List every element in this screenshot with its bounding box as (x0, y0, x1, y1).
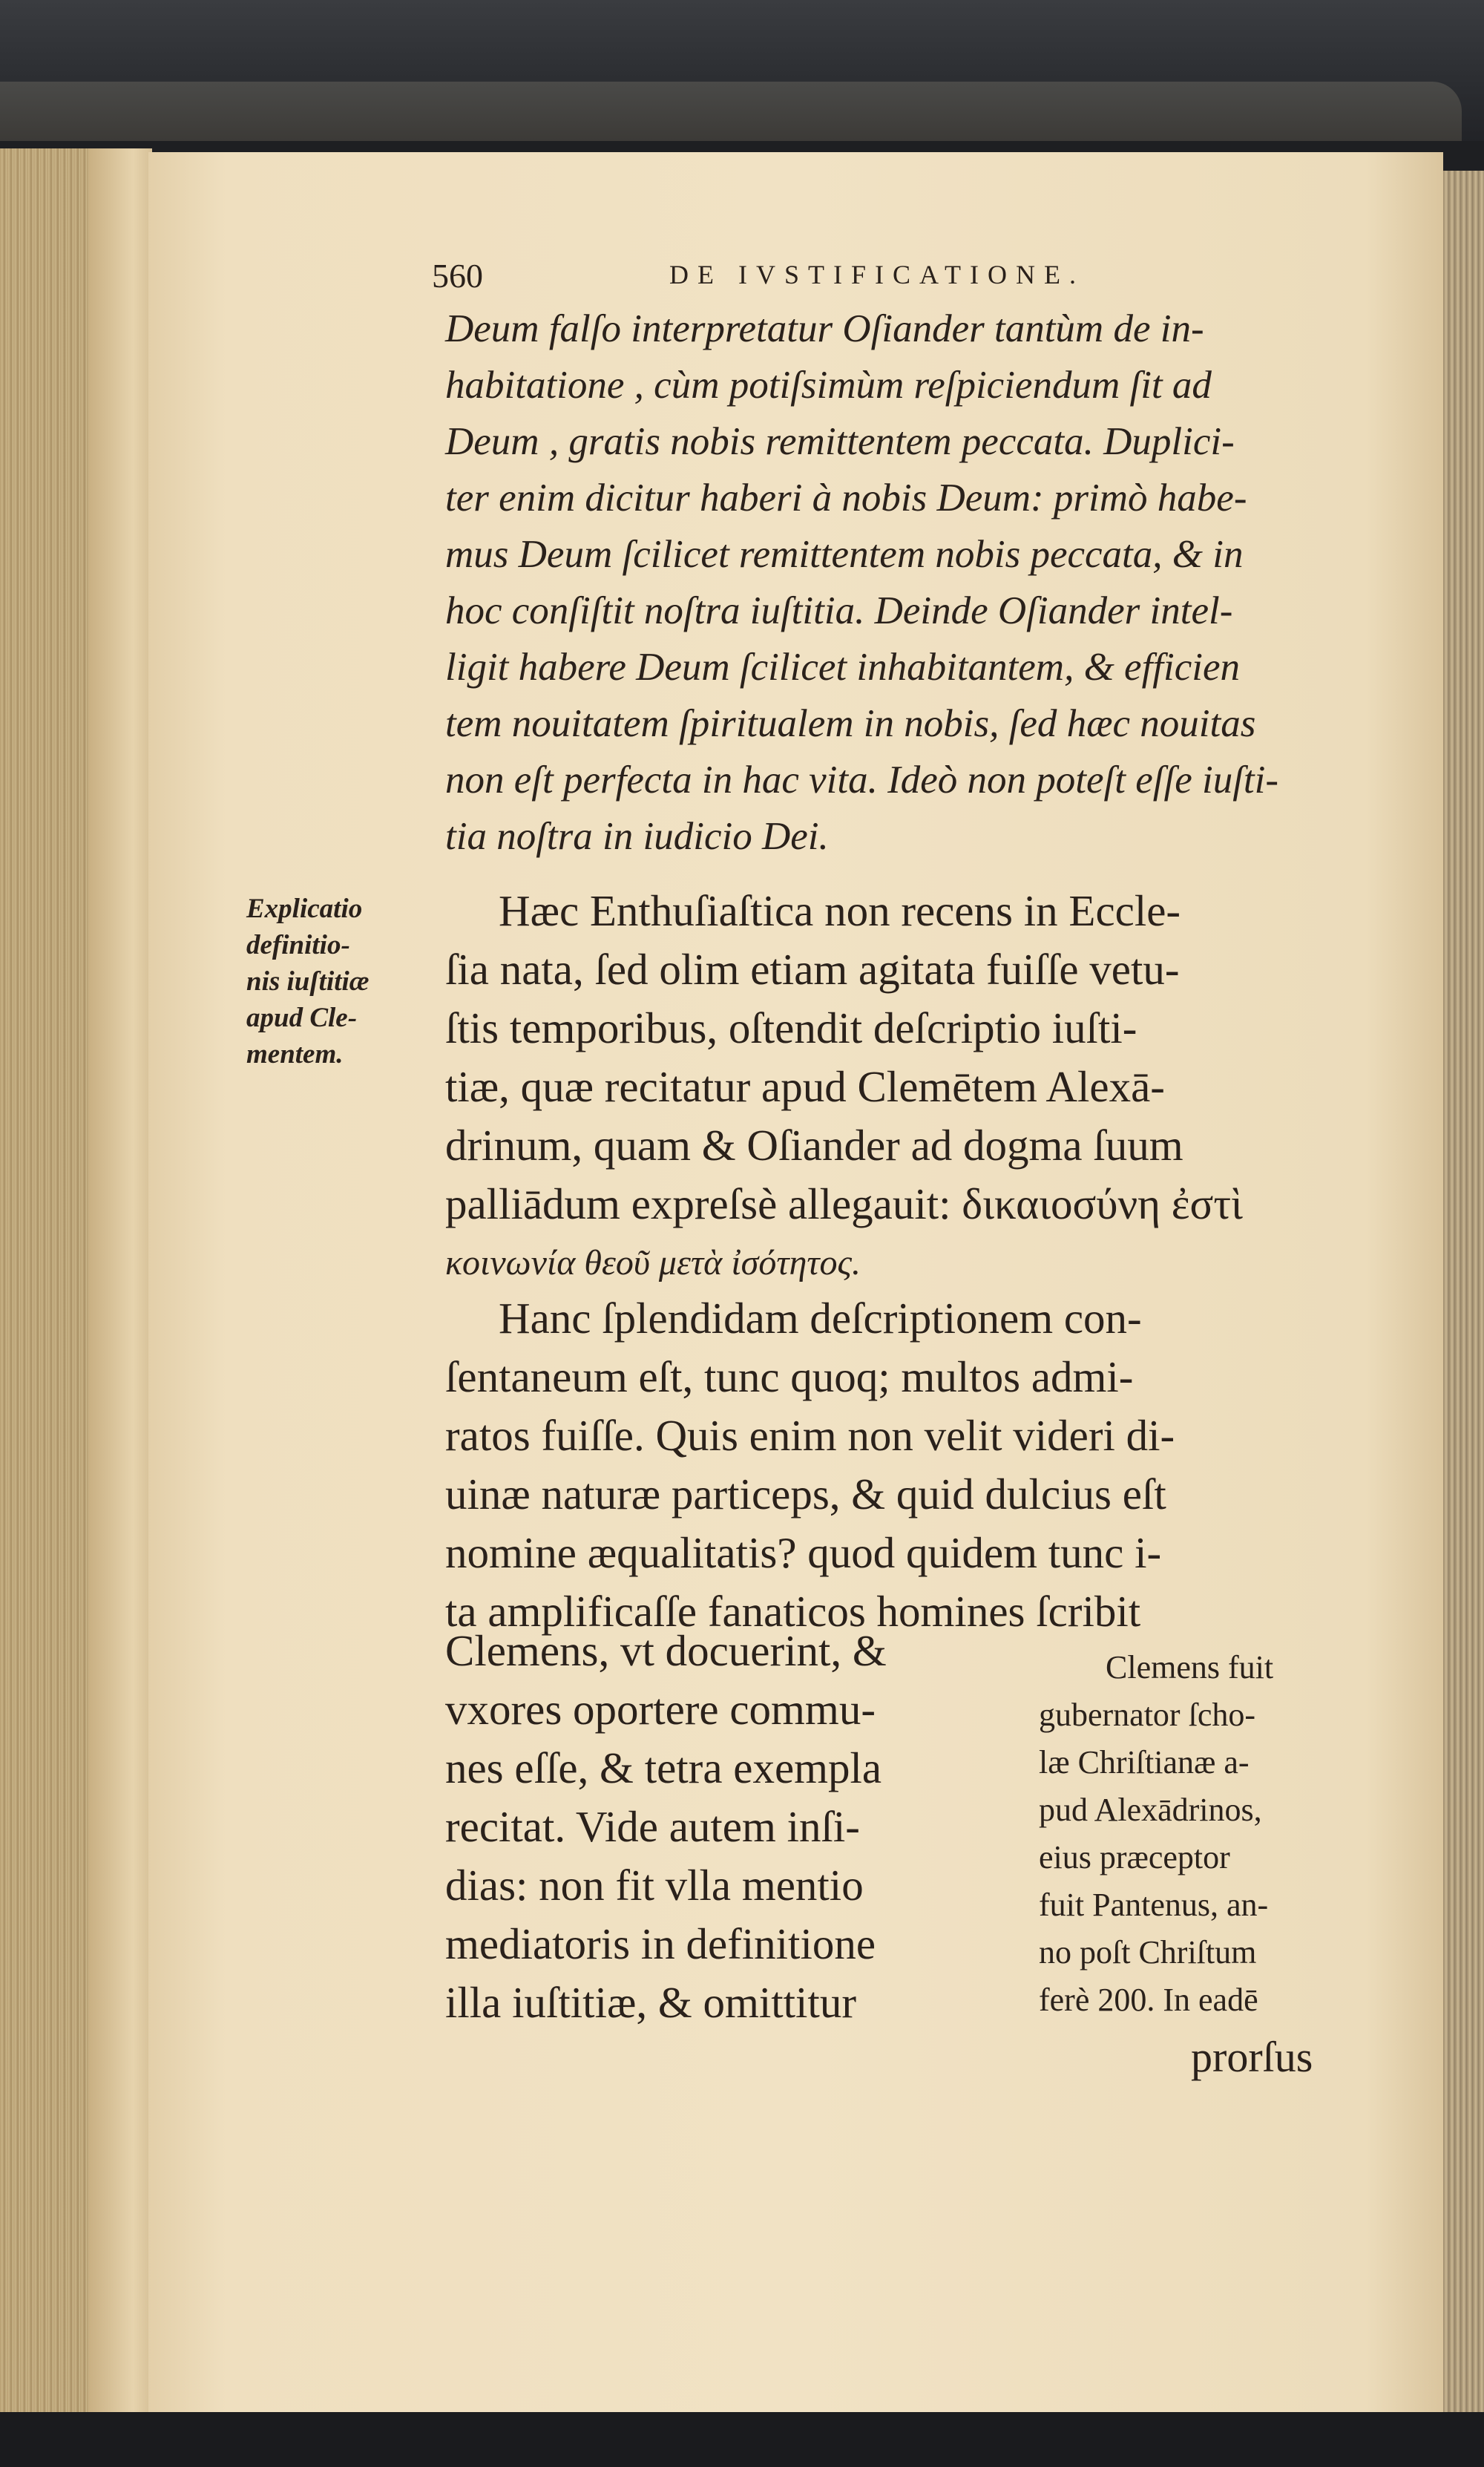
page-number: 560 (432, 257, 483, 295)
text-line: illa iuſtitiæ, & omittitur (445, 1978, 856, 2027)
note-line: no poſt Chriſtum (1039, 1934, 1257, 1970)
margin-line: nis iuſtitiæ (246, 966, 370, 997)
text-line: ter enim dicitur haberi à nobis Deum: primò habe- (445, 476, 1247, 520)
text-line: mus Deum ſcilicet remittentem nobis peccata, & in (445, 533, 1244, 576)
paragraph-enthusiastica (445, 882, 1365, 1292)
catchword: prorſus (1191, 2033, 1313, 2081)
note-line: gubernator ſcho- (1039, 1697, 1255, 1733)
note-line: Clemens fuit (1106, 1649, 1274, 1685)
margin-line: definitio- (246, 930, 350, 960)
text-line: nomine æqualitatis? quod quidem tunc i- (445, 1528, 1162, 1577)
text-line: Deum , gratis nobis remittentem peccata. Duplici- (445, 420, 1235, 463)
text-line: ta amplificaſſe fanaticos homines ſcribit (445, 1587, 1141, 1636)
paragraph-splendidam (445, 1289, 1365, 1641)
main-text-column (445, 1622, 1009, 2032)
bottom-background (0, 2412, 1484, 2467)
book-cover-edge (0, 82, 1462, 141)
text-line: Hæc Enthuſiaſtica non recens in Eccle- (499, 886, 1181, 935)
text-line: Hanc ſplendidam deſcriptionem con- (499, 1294, 1142, 1343)
text-line: mediatoris in definitione (445, 1919, 876, 1968)
note-line: ferè 200. In eadē (1039, 1982, 1258, 2018)
note-line: pud Alexādrinos, (1039, 1792, 1262, 1828)
text-line: Clemens, vt docuerint, & (445, 1626, 887, 1675)
text-line: ſentaneum eſt, tunc quoq; multos admi- (445, 1352, 1134, 1401)
text-line: nes eſſe, & tetra exempla (445, 1743, 882, 1792)
text-line: tem nouitatem ſpiritualem in nobis, ſed hæc nouitas (445, 702, 1256, 745)
margin-line: mentem. (246, 1039, 344, 1069)
text-line: palliādum expreſsè allegauit: δικαιοσύνη ἐστὶ (445, 1179, 1243, 1228)
text-line: hoc conſiſtit noſtra iuſtitia. Deinde Oſiander intel- (445, 589, 1233, 632)
text-line: ratos fuiſſe. Quis enim non velit videri di- (445, 1411, 1175, 1460)
note-line: læ Chriſtianæ a- (1039, 1744, 1250, 1780)
page-stack-right (1443, 171, 1484, 2434)
text-line: vxores oportere commu- (445, 1685, 876, 1734)
margin-line: Explicatio (246, 894, 363, 924)
running-head: DE IVSTIFICATIONE. (669, 260, 1085, 289)
text-line: uinæ naturæ particeps, & quid dulcius eſt (445, 1470, 1166, 1518)
text-line: ligit habere Deum ſcilicet inhabitantem, & efficien (445, 646, 1241, 689)
note-line: fuit Pantenus, an- (1039, 1887, 1269, 1923)
margin-line: apud Cle- (246, 1003, 358, 1033)
text-line: habitatione , cùm potiſsimùm reſpiciendum ſit ad (445, 364, 1212, 407)
inset-note-clemens (1039, 1644, 1350, 2024)
text-line: tiæ, quæ recitatur apud Clemētem Alexā- (445, 1062, 1165, 1111)
text-line: dias: non fit vlla mentio (445, 1861, 864, 1910)
text-line: ſia nata, ſed olim etiam agitata fuiſſe vetu- (445, 945, 1180, 994)
text-line: recitat. Vide autem inſi- (445, 1802, 860, 1851)
text-line: Deum falſo interpretatur Oſiander tantùm de in- (445, 307, 1204, 350)
page-header (432, 256, 1174, 301)
italic-paragraph (445, 301, 1365, 865)
text-line: drinum, quam & Oſiander ad dogma ſuum (445, 1121, 1183, 1170)
gutter-fold (89, 148, 152, 2427)
note-line: eius præceptor (1039, 1839, 1230, 1875)
text-line: ſtis temporibus, oſtendit deſcriptio iuſti- (445, 1003, 1137, 1052)
marginal-note (246, 891, 439, 1072)
text-line: non eſt perfecta in hac vita. Ideò non poteſt eſſe iuſti- (445, 759, 1279, 802)
text-line: tia noſtra in iudicio Dei. (445, 815, 829, 858)
greek-quote: κοινωνία θεοῦ μετὰ ἰσότητος. (445, 1243, 861, 1282)
